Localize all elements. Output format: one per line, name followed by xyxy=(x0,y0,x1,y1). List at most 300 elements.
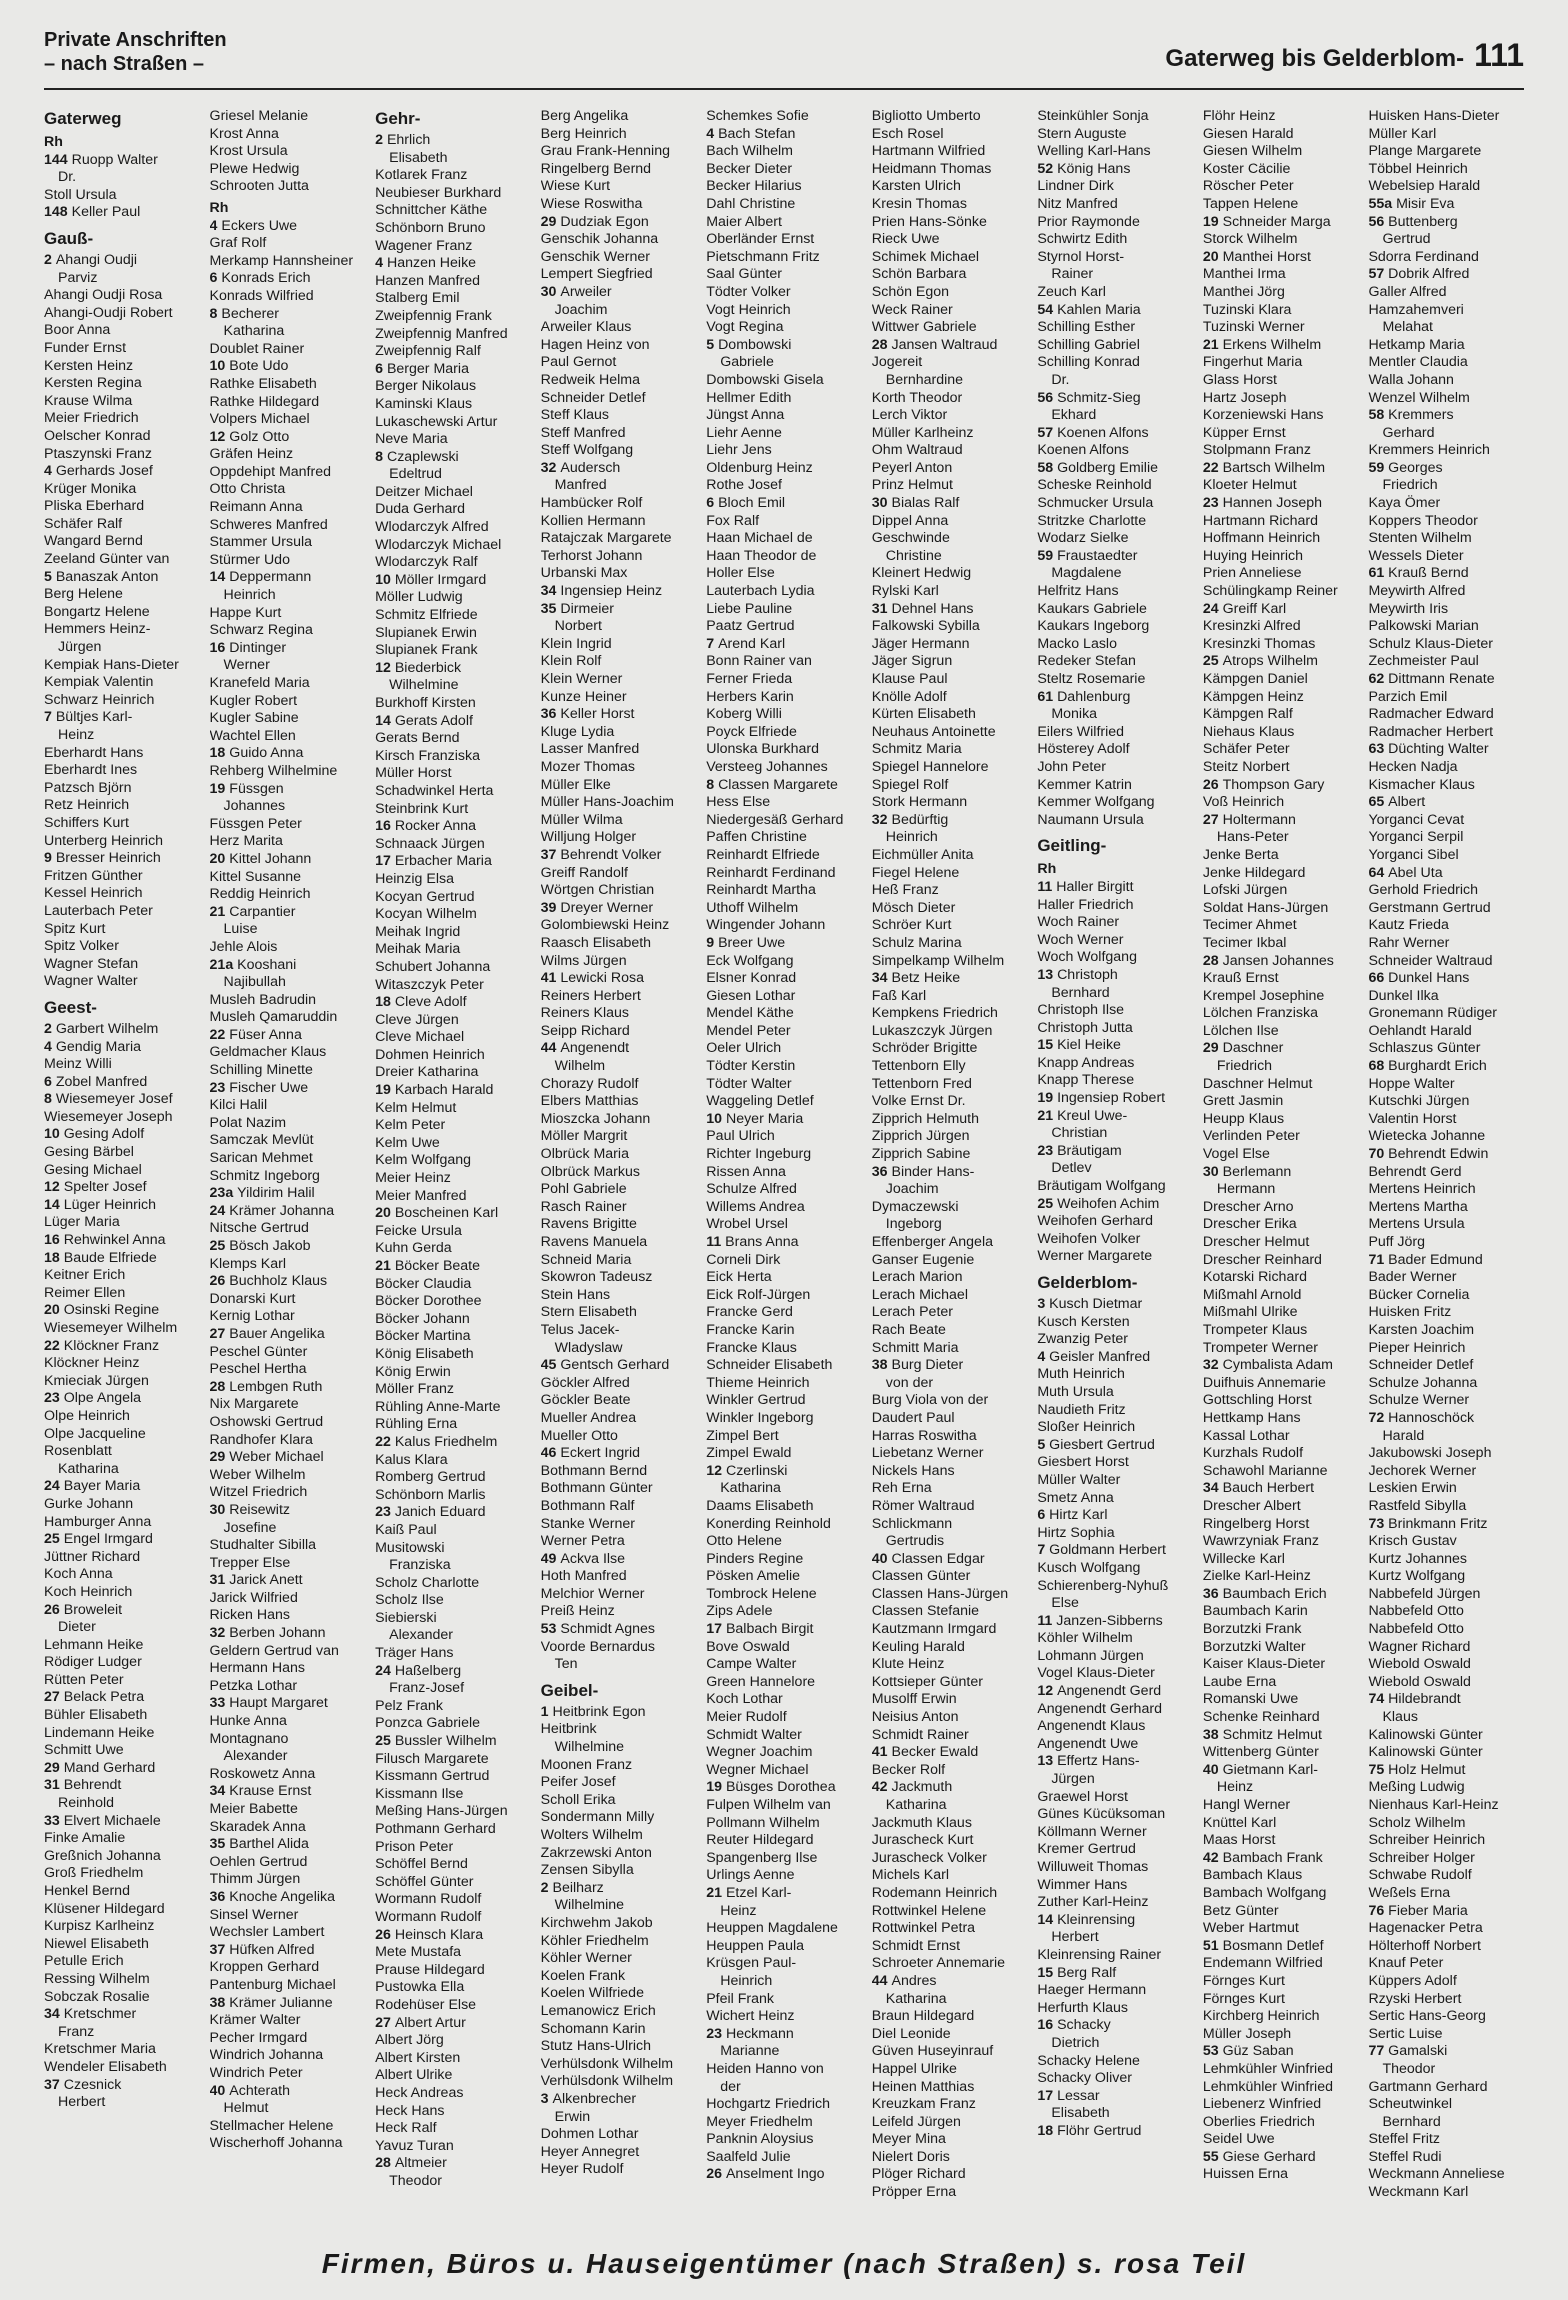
resident-entry xyxy=(1368,2043,1524,2061)
resident-entry: Helfritz Hans xyxy=(1037,583,1119,600)
resident-name: Misir Eva xyxy=(1396,195,1455,212)
entry-continuation: Johannes xyxy=(223,798,286,815)
house-number: 30 xyxy=(1202,1163,1223,1180)
resident-entry: Kempiak Valentin xyxy=(44,674,154,691)
resident-entry: Hölterhoff Norbert xyxy=(1368,1937,1481,1954)
resident-entry: Günes Kücüksoman xyxy=(1037,1806,1166,1823)
house-number: 23 xyxy=(706,2025,726,2042)
resident-entry xyxy=(706,777,862,795)
house-number: 8 xyxy=(44,1091,56,1108)
resident-entry: Mete Mustafa xyxy=(375,1944,462,1961)
resident-entry: Burg Viola von der xyxy=(871,1392,989,1409)
resident-entry: Petulle Erich xyxy=(44,1953,124,1970)
resident-entry xyxy=(706,2166,862,2184)
entry-continuation: Friedrich xyxy=(1382,477,1438,494)
resident-entry xyxy=(44,1039,200,1057)
resident-entry: Simpelkamp Wilhelm xyxy=(871,952,1005,969)
house-number: 1 xyxy=(540,1703,553,1720)
resident-entry: Tettenborn Fred xyxy=(871,1075,972,1092)
resident-entry: Mißmahl Ulrike xyxy=(1202,1304,1298,1321)
entry-continuation: Rainer xyxy=(1051,266,1094,283)
house-number: 24 xyxy=(209,1202,230,1219)
resident-name: König Hans xyxy=(1057,160,1131,177)
resident-entry xyxy=(375,1927,531,1945)
resident-entry: Terhorst Johann xyxy=(540,547,643,564)
resident-entry xyxy=(1037,1507,1193,1525)
resident-entry: Kottsieper Günter xyxy=(871,1673,983,1690)
resident-entry: Wegner Joachim xyxy=(706,1744,813,1761)
resident-entry: Kaukars Ingeborg xyxy=(1037,618,1150,635)
resident-entry: Fiegel Helene xyxy=(871,864,960,881)
resident-entry: Wlodarczyk Alfred xyxy=(375,519,489,536)
resident-entry: Schön Barbara xyxy=(871,266,967,283)
resident-entry: Mißmahl Arnold xyxy=(1202,1286,1302,1303)
entry-continuation: Katharina xyxy=(720,1480,781,1497)
resident-entry: Schmidt Walter xyxy=(706,1726,802,1743)
resident-entry: Wittwer Gabriele xyxy=(871,319,977,336)
resident-entry: Rodehüser Else xyxy=(375,1996,477,2013)
resident-entry: Wiesemeyer Wilhelm xyxy=(44,1320,178,1336)
resident-entry: Scheske Reinhold xyxy=(1037,477,1152,494)
resident-entry xyxy=(1203,249,1359,267)
resident-entry: Schmucker Ursula xyxy=(1037,495,1154,512)
resident-entry: Donarski Kurt xyxy=(209,1290,296,1307)
resident-entry xyxy=(210,306,366,324)
resident-entry: Pustowka Ella xyxy=(375,1979,465,1996)
resident-name: Kusch Dietmar xyxy=(1049,1296,1143,1312)
resident-entry: Müller Walter xyxy=(1037,1471,1121,1488)
resident-entry: Konerding Reinhold xyxy=(706,1515,831,1532)
resident-entry: Kuhn Gerda xyxy=(375,1240,452,1257)
resident-entry xyxy=(541,1621,697,1639)
resident-entry xyxy=(1037,689,1193,707)
resident-entry: Bonn Rainer van xyxy=(706,653,812,670)
resident-entry: Wachtel Ellen xyxy=(209,727,296,744)
resident-entry: Thimm Jürgen xyxy=(209,1871,301,1888)
resident-entry: Kurzhals Rudolf xyxy=(1202,1445,1304,1462)
resident-entry: Schmitz Maria xyxy=(871,741,962,758)
resident-entry: Hösterey Adolf xyxy=(1037,741,1130,758)
resident-entry: Lerach Marion xyxy=(871,1269,963,1286)
resident-entry: Yorganci Sibel xyxy=(1368,846,1459,863)
resident-name: Dombowski xyxy=(718,336,792,353)
resident-name: Becker Ewald xyxy=(891,1744,979,1761)
resident-entry: Kroppen Gerhard xyxy=(209,1959,320,1976)
resident-name: Gendig Maria xyxy=(55,1038,142,1055)
resident-entry: Schreiber Holger xyxy=(1368,1849,1475,1866)
resident-entry: Wörtgen Christian xyxy=(540,882,655,899)
resident-entry: Heinzig Elsa xyxy=(375,870,454,887)
house-number: 14 xyxy=(375,712,395,729)
house-number: 15 xyxy=(1037,1964,1058,1981)
house-number: 38 xyxy=(1202,1726,1223,1743)
house-number: 10 xyxy=(706,1110,726,1127)
resident-entry: Steff Klaus xyxy=(540,407,610,424)
resident-entry: Stolpmann Franz xyxy=(1202,442,1311,459)
house-number: 25 xyxy=(1202,653,1223,670)
resident-entry: Elsner Konrad xyxy=(706,970,797,987)
resident-entry: Förnges Kurt xyxy=(1202,1990,1285,2007)
house-number: 68 xyxy=(1368,1058,1389,1075)
resident-name: Bedürftig xyxy=(891,811,949,828)
house-number: 12 xyxy=(44,1179,64,1196)
house-number: 64 xyxy=(1368,864,1389,881)
resident-entry: Rylski Karl xyxy=(871,583,939,600)
resident-entry: Flöhr Heinz xyxy=(1202,108,1276,124)
resident-entry: Küpper Ernst xyxy=(1202,424,1286,441)
resident-entry xyxy=(210,1502,366,1520)
resident-entry: Wagner Walter xyxy=(44,973,138,990)
directory-column xyxy=(872,108,1028,2230)
resident-entry: Giesbert Horst xyxy=(1037,1454,1129,1471)
resident-entry: Müller Wilma xyxy=(540,811,623,828)
resident-entry: Tettenborn Elly xyxy=(871,1058,966,1075)
resident-entry xyxy=(1368,1252,1524,1270)
footer-note: Firmen, Büros u. Hauseigentümer (nach Straßen) s. rosa Teil xyxy=(321,2248,1247,2279)
resident-entry xyxy=(210,640,366,658)
resident-entry: Rahr Werner xyxy=(1368,934,1450,951)
house-number: 23 xyxy=(1202,495,1223,512)
house-number: 56 xyxy=(1368,213,1389,230)
resident-entry: Tecimer Ahmet xyxy=(1202,917,1297,934)
resident-entry: Vogt Heinrich xyxy=(706,301,791,318)
resident-entry: Kassal Lothar xyxy=(1202,1427,1290,1444)
house-number: 33 xyxy=(44,1812,64,1829)
resident-name: Geisler Manfred xyxy=(1049,1348,1151,1365)
resident-entry: Rieck Uwe xyxy=(871,231,940,248)
resident-entry: Hamburger Anna xyxy=(44,1513,152,1530)
house-number: 17 xyxy=(1037,2087,1058,2104)
resident-entry xyxy=(1203,1762,1359,1780)
resident-entry: Lölchen Franziska xyxy=(1202,1005,1319,1022)
resident-entry: Maier Albert xyxy=(706,213,782,230)
house-number: 34 xyxy=(1202,1480,1223,1497)
house-number: 21 xyxy=(1202,336,1223,353)
resident-entry: Paul Gernot xyxy=(540,354,617,371)
house-number: 26 xyxy=(44,1601,64,1618)
resident-entry: Klüsener Hildegard xyxy=(44,1900,165,1917)
house-number: 148 xyxy=(44,204,72,221)
resident-entry: Konrads Wilfried xyxy=(209,287,314,304)
resident-entry: Stutz Hans-Ulrich xyxy=(540,2038,652,2055)
entry-continuation: Hermann xyxy=(1216,1181,1276,1198)
resident-entry: Manthei Jörg xyxy=(1202,283,1285,300)
resident-entry: Albert Jörg xyxy=(375,2032,444,2049)
resident-entry: Witaszczyk Peter xyxy=(375,976,484,993)
house-number: 144 xyxy=(44,151,72,168)
resident-entry: Holler Else xyxy=(706,565,775,582)
resident-entry: Hetkamp Maria xyxy=(1368,336,1465,353)
house-number: 34 xyxy=(209,1783,230,1800)
resident-name: Cleve Adolf xyxy=(394,994,467,1011)
resident-entry: Zweipfennig Manfred xyxy=(375,325,508,342)
resident-entry: Prison Peter xyxy=(375,1838,454,1855)
resident-name: Dunkel Hans xyxy=(1388,970,1470,987)
resident-entry: Kempkens Friedrich xyxy=(871,1005,998,1022)
resident-entry: Finke Amalie xyxy=(44,1830,126,1847)
resident-name: Düchting Walter xyxy=(1388,741,1489,758)
resident-name: Bresser Heinrich xyxy=(55,850,161,867)
resident-entry: Sondermann Milly xyxy=(540,1809,655,1826)
resident-entry: Musolff Erwin xyxy=(871,1691,957,1708)
resident-entry xyxy=(872,1973,1028,1991)
resident-entry: Oeler Ulrich xyxy=(706,1040,782,1057)
resident-entry: Huying Heinrich xyxy=(1202,547,1304,564)
resident-name: Biederbick xyxy=(394,659,462,676)
resident-entry: Valentin Horst xyxy=(1368,1110,1457,1127)
resident-entry: Smetz Anna xyxy=(1037,1489,1114,1506)
resident-entry: Küppers Adolf xyxy=(1368,1972,1457,1989)
resident-entry: Lerach Michael xyxy=(871,1286,968,1303)
resident-entry: Stenten Wilhelm xyxy=(1368,530,1472,547)
resident-entry: Paffen Christine xyxy=(706,829,807,846)
resident-entry: Daschner Helmut xyxy=(1202,1075,1313,1092)
resident-entry: Wagner Stefan xyxy=(44,955,139,972)
resident-name: Goldmann Herbert xyxy=(1049,1542,1166,1559)
resident-entry: Wlodarczyk Michael xyxy=(375,536,502,553)
resident-entry: Pliska Eberhard xyxy=(44,498,145,515)
resident-entry: Lohmann Jürgen xyxy=(1037,1647,1144,1664)
resident-entry: Knapp Andreas xyxy=(1037,1054,1135,1071)
entry-continuation: Monika xyxy=(1051,706,1098,723)
resident-entry: Koelen Wilfriede xyxy=(540,1985,644,2002)
resident-entry: Füssgen Peter xyxy=(209,815,302,832)
resident-entry: Falkowski Sybilla xyxy=(871,618,980,635)
resident-entry: Plewe Hedwig xyxy=(209,160,300,177)
resident-entry: Knölle Adolf xyxy=(871,688,947,705)
resident-name: Jackmuth xyxy=(891,1779,953,1796)
house-number: 19 xyxy=(209,780,230,797)
resident-name: Jansen Johannes xyxy=(1222,952,1334,969)
entry-continuation: Wilhelmine xyxy=(554,1739,625,1756)
resident-name: Ahangi Oudji xyxy=(55,251,138,268)
resident-entry: Eick Herta xyxy=(706,1269,772,1286)
resident-entry: Heinen Matthias xyxy=(871,2078,975,2095)
resident-entry: Rottwinkel Petra xyxy=(871,1920,976,1937)
resident-name: Erbacher Maria xyxy=(394,853,492,870)
house-number: 4 xyxy=(706,125,719,142)
resident-entry: Lemanowicz Erich xyxy=(540,2002,656,2019)
resident-entry: Faß Karl xyxy=(871,987,927,1004)
resident-entry: Koch Anna xyxy=(44,1566,113,1583)
resident-entry: Volpers Michael xyxy=(209,411,310,428)
resident-entry: Groß Friedhelm xyxy=(44,1865,144,1882)
resident-entry: Schmidt Ernst xyxy=(871,1937,961,1954)
resident-name: Barthel Alida xyxy=(229,1836,309,1853)
entry-continuation: Ekhard xyxy=(1051,407,1097,424)
resident-entry: Kranefeld Maria xyxy=(209,675,310,691)
resident-entry: Möller Ludwig xyxy=(375,589,463,606)
resident-entry xyxy=(706,337,862,355)
resident-name: Giesbert Gertrud xyxy=(1049,1436,1155,1453)
resident-entry: Zimpel Ewald xyxy=(706,1445,792,1462)
resident-entry: Zipprich Jürgen xyxy=(871,1128,970,1145)
house-number: 25 xyxy=(1037,1195,1058,1212)
entry-continuation: Katharina xyxy=(885,1797,947,1813)
resident-name: Fischer Uwe xyxy=(229,1079,309,1096)
resident-name: Büsges Dorothea xyxy=(725,1779,836,1796)
resident-name: Krämer Johanna xyxy=(229,1202,335,1219)
entry-continuation: Harald xyxy=(1382,1427,1425,1444)
resident-entry: Kusch Wolfgang xyxy=(1037,1559,1141,1576)
resident-entry: Lauterbach Lydia xyxy=(706,583,815,600)
resident-entry: Thieme Heinrich xyxy=(706,1374,810,1391)
resident-name: Kittel Johann xyxy=(229,850,312,867)
resident-name: Angenendt Gerd xyxy=(1057,1683,1162,1700)
house-number: 12 xyxy=(1037,1683,1058,1700)
resident-name: Deppermann xyxy=(229,569,312,586)
resident-name: Becherer xyxy=(221,305,279,322)
resident-name: Füser Anna xyxy=(229,1026,302,1043)
resident-entry: Mentler Claudia xyxy=(1368,354,1468,371)
resident-entry: Kissmann Gertrud xyxy=(375,1768,490,1785)
resident-name: Kiel Heike xyxy=(1057,1037,1121,1054)
resident-entry: Gronemann Rüdiger xyxy=(1368,1005,1497,1022)
house-number: 28 xyxy=(209,1378,230,1395)
resident-name: Carpantier xyxy=(229,903,296,920)
resident-name: Dudziak Egon xyxy=(560,213,649,230)
resident-entry: Steffel Rudi xyxy=(1368,2148,1442,2165)
resident-entry xyxy=(44,1091,200,1109)
resident-entry xyxy=(1203,460,1359,478)
resident-entry: Koenen Alfons xyxy=(1037,442,1129,459)
resident-entry: Zipprich Helmuth xyxy=(871,1110,979,1127)
resident-name: Andres xyxy=(891,1972,937,1989)
resident-entry: Baumbach Karin xyxy=(1202,1603,1308,1620)
resident-entry xyxy=(706,636,862,654)
resident-entry: Pohl Gabriele xyxy=(540,1181,627,1198)
resident-entry: Hartmann Richard xyxy=(1202,512,1318,529)
house-number: 7 xyxy=(44,709,56,726)
resident-entry: Heitbrink xyxy=(540,1721,597,1738)
resident-entry: Ganser Eugenie xyxy=(871,1251,975,1268)
resident-entry: Geldmacher Klaus xyxy=(209,1044,327,1061)
resident-entry: Kürten Elisabeth xyxy=(871,706,976,723)
resident-entry: Kalinowski Günter xyxy=(1368,1726,1483,1743)
resident-name: Kremmers xyxy=(1388,407,1454,424)
resident-entry: Olpe Heinrich xyxy=(44,1407,130,1424)
resident-entry: Oppdehipt Manfred xyxy=(209,463,332,480)
resident-name: Jarick Anett xyxy=(229,1572,303,1589)
resident-entry: Unterberg Heinrich xyxy=(44,832,164,849)
entry-continuation: Heinz xyxy=(1216,1779,1254,1796)
entry-continuation: Josefine xyxy=(223,1519,277,1536)
street-heading: Geitling- xyxy=(1037,836,1107,856)
resident-entry: Zips Adele xyxy=(706,1603,773,1620)
resident-entry: Angenendt Gerhard xyxy=(1037,1700,1162,1717)
house-number: 16 xyxy=(375,818,395,835)
resident-entry xyxy=(1037,460,1193,478)
resident-entry: Manthei Irma xyxy=(1202,266,1286,283)
resident-entry: Gerats Bernd xyxy=(375,730,460,747)
resident-entry: Schnittcher Käthe xyxy=(375,202,488,219)
house-number: 11 xyxy=(706,1234,726,1250)
resident-entry xyxy=(375,1082,531,1100)
resident-entry: Reinhardt Martha xyxy=(706,882,816,899)
resident-entry: Pösken Amelie xyxy=(706,1568,801,1585)
resident-entry xyxy=(44,1021,200,1039)
resident-entry: Winkler Gertrud xyxy=(706,1392,806,1409)
resident-entry: Paatz Gertrud xyxy=(706,618,795,635)
resident-entry: Schröer Kurt xyxy=(871,917,952,934)
resident-entry: Tödter Volker xyxy=(706,283,791,300)
resident-entry: Kluge Lydia xyxy=(540,723,615,740)
resident-entry: Krost Ursula xyxy=(209,143,288,160)
resident-entry: Heyer Rudolf xyxy=(540,2161,624,2178)
resident-entry: Heuppen Magdalene xyxy=(706,1920,838,1937)
resident-entry: Genschik Werner xyxy=(540,248,650,265)
resident-entry: Schilling Gabriel xyxy=(1037,336,1140,353)
resident-entry: Hess Else xyxy=(706,794,771,811)
resident-entry: Zielke Karl-Heinz xyxy=(1202,1568,1311,1585)
resident-entry: Schlaszus Günter xyxy=(1368,1040,1481,1057)
resident-entry: Dippel Anna xyxy=(871,512,949,529)
resident-entry: Müller Joseph xyxy=(1202,2025,1292,2042)
house-number: 32 xyxy=(1202,1357,1223,1374)
resident-entry: Becker Rolf xyxy=(871,1761,946,1778)
entry-continuation: Christian xyxy=(1051,1125,1108,1142)
resident-name: Hannoschöck xyxy=(1388,1409,1475,1426)
entry-continuation: Hans-Peter xyxy=(1216,829,1289,846)
resident-entry: Kremmers Heinrich xyxy=(1368,442,1490,459)
resident-entry: Schmidt Rainer xyxy=(871,1726,969,1743)
resident-entry: Greiff Randolf xyxy=(540,864,628,881)
house-number: 28 xyxy=(375,2155,395,2172)
street-heading: Geest- xyxy=(44,997,97,1017)
directory-column xyxy=(541,108,697,2230)
resident-entry xyxy=(44,152,200,170)
resident-entry xyxy=(1037,161,1193,179)
resident-entry xyxy=(44,1232,200,1250)
resident-entry: Schawohl Marianne xyxy=(1202,1462,1328,1479)
resident-entry: Otto Christa xyxy=(209,481,286,498)
resident-entry xyxy=(210,957,366,975)
street-heading: Gelderblom- xyxy=(1037,1273,1138,1292)
resident-entry: Kautz Frieda xyxy=(1368,917,1449,934)
resident-name: Böcker Beate xyxy=(394,1258,481,1274)
resident-entry xyxy=(872,601,1028,619)
house-number: 4 xyxy=(1037,1348,1050,1365)
resident-entry xyxy=(541,970,697,988)
resident-entry: Kleinert Hedwig xyxy=(871,565,972,582)
resident-entry: Kocyan Wilhelm xyxy=(375,906,477,923)
resident-entry: Nabbefeld Jürgen xyxy=(1368,1585,1481,1602)
resident-entry: Meinz Willi xyxy=(44,1056,112,1073)
resident-entry: Scholz Wilhelm xyxy=(1368,1814,1466,1831)
resident-entry: Meyer Friedhelm xyxy=(706,2113,813,2130)
resident-entry: Schwirtz Edith xyxy=(1037,231,1128,248)
resident-entry xyxy=(1368,1410,1524,1428)
resident-entry xyxy=(541,460,697,478)
resident-entry xyxy=(1368,794,1524,812)
resident-entry: Kotarski Richard xyxy=(1202,1269,1307,1286)
resident-entry: Eberhardt Hans xyxy=(44,744,144,761)
resident-entry xyxy=(44,1478,200,1496)
resident-entry: Zuther Karl-Heinz xyxy=(1037,1894,1149,1911)
resident-name: Bialas Ralf xyxy=(891,495,960,512)
resident-name: Mand Gerhard xyxy=(63,1759,156,1776)
house-number: 29 xyxy=(209,1449,230,1466)
resident-entry: Daudert Paul xyxy=(871,1409,955,1426)
resident-entry: Spitz Volker xyxy=(44,938,119,955)
resident-entry: Muth Ursula xyxy=(1037,1383,1114,1400)
resident-entry: Grett Jasmin xyxy=(1202,1093,1284,1110)
resident-name: Dobrik Alfred xyxy=(1388,266,1470,283)
resident-entry xyxy=(1037,879,1193,897)
house-number: 37 xyxy=(44,2076,64,2093)
resident-entry xyxy=(1037,1437,1193,1455)
resident-name: Czaplewski xyxy=(386,448,459,465)
